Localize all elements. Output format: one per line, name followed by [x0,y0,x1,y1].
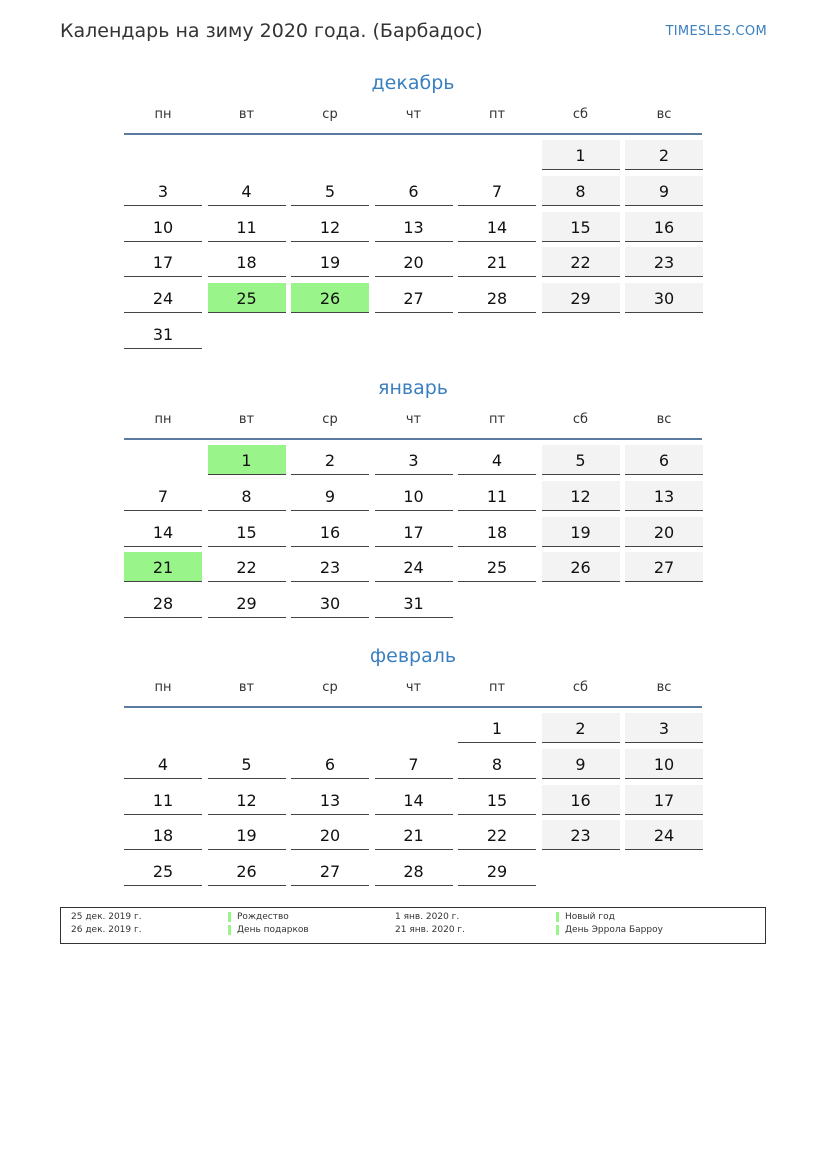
day-cell: 22 [542,247,620,277]
day-cell: 25 [458,552,536,582]
day-cell: 30 [291,588,369,618]
page-title: Календарь на зиму 2020 года. (Барбадос) [60,20,483,42]
weekday-label: вс [656,412,672,427]
weekday-label: вт [238,107,255,122]
day-cell: 4 [458,445,536,475]
day-cell: 7 [458,176,536,206]
holiday-legend [60,907,766,944]
day-cell: 7 [124,481,202,511]
day-cell: 22 [208,552,286,582]
day-cell: 3 [625,713,703,743]
day-cell: 2 [291,445,369,475]
day-cell: 1 [458,713,536,743]
day-cell: 19 [291,247,369,277]
day-cell: 31 [375,588,453,618]
day-cell: 1 [542,140,620,170]
month-title: февраль [369,645,457,667]
day-cell: 20 [375,247,453,277]
day-cell: 13 [625,481,703,511]
weekday-header [124,412,702,438]
month-title: декабрь [371,72,455,94]
month-title: январь [378,377,448,399]
legend-date: 1 янв. 2020 г. [395,912,460,922]
day-cell: 8 [458,749,536,779]
day-cell: 24 [625,820,703,850]
day-cell: 12 [291,212,369,242]
day-cell: 15 [542,212,620,242]
day-cell: 2 [625,140,703,170]
day-cell: 6 [291,749,369,779]
weekday-label: ср [322,680,338,695]
weekday-label: вс [656,680,672,695]
day-cell: 14 [375,785,453,815]
day-cell: 30 [625,283,703,313]
day-cell: 10 [625,749,703,779]
weekday-label: чт [405,680,422,695]
day-cell: 28 [375,856,453,886]
weekday-divider [124,133,702,135]
weekday-label: вт [238,412,255,427]
day-cell: 19 [542,517,620,547]
month-december [124,69,702,344]
weekday-header [124,107,702,133]
legend-holiday-name: Новый год [556,912,615,922]
day-cell: 12 [208,785,286,815]
day-cell: 14 [458,212,536,242]
weekday-label: сб [572,680,589,695]
day-cell: 9 [291,481,369,511]
site-link[interactable]: TIMESLES.COM [665,24,767,39]
day-cell: 26 [208,856,286,886]
day-cell: 27 [625,552,703,582]
legend-row [61,925,765,938]
weekday-label: ср [322,107,338,122]
weekday-label: пт [488,680,506,695]
day-cell: 20 [625,517,703,547]
legend-date: 25 дек. 2019 г. [71,912,142,922]
legend-holiday-name: День подарков [228,925,309,935]
weekday-label: ср [322,412,338,427]
day-cell: 10 [375,481,453,511]
day-cell: 5 [208,749,286,779]
holiday-day-cell: 25 [208,283,286,313]
weekday-label: пт [488,412,506,427]
day-cell: 11 [124,785,202,815]
day-cell: 25 [124,856,202,886]
day-cell: 11 [208,212,286,242]
legend-row [61,912,765,925]
day-cell: 23 [542,820,620,850]
holiday-day-cell: 21 [124,552,202,582]
day-cell: 22 [458,820,536,850]
day-cell: 13 [291,785,369,815]
day-cell: 29 [542,283,620,313]
day-cell: 17 [625,785,703,815]
day-cell: 26 [542,552,620,582]
day-cell: 27 [291,856,369,886]
day-cell: 23 [291,552,369,582]
day-cell: 7 [375,749,453,779]
weekday-label: вт [238,680,255,695]
weekday-label: вс [656,107,672,122]
day-cell: 4 [124,749,202,779]
day-cell: 29 [208,588,286,618]
weekday-label: пн [154,107,172,122]
day-cell: 23 [625,247,703,277]
day-cell: 13 [375,212,453,242]
day-cell: 16 [625,212,703,242]
day-cell: 18 [458,517,536,547]
weekday-label: чт [405,107,422,122]
day-cell: 8 [542,176,620,206]
legend-date: 26 дек. 2019 г. [71,925,142,935]
weekday-label: чт [405,412,422,427]
day-cell: 5 [542,445,620,475]
day-cell: 16 [542,785,620,815]
day-cell: 31 [124,319,202,349]
day-cell: 14 [124,517,202,547]
day-cell: 2 [542,713,620,743]
day-cell: 18 [208,247,286,277]
day-cell: 17 [375,517,453,547]
day-cell: 16 [291,517,369,547]
day-cell: 18 [124,820,202,850]
weekday-divider [124,706,702,708]
day-cell: 27 [375,283,453,313]
day-cell: 6 [625,445,703,475]
day-cell: 5 [291,176,369,206]
day-cell: 9 [542,749,620,779]
legend-holiday-name: День Эррола Барроу [556,925,663,935]
day-cell: 6 [375,176,453,206]
weekday-label: пн [154,680,172,695]
holiday-day-cell: 1 [208,445,286,475]
day-cell: 20 [291,820,369,850]
day-cell: 8 [208,481,286,511]
day-cell: 21 [458,247,536,277]
day-cell: 3 [375,445,453,475]
month-february [124,642,702,882]
day-cell: 11 [458,481,536,511]
day-cell: 9 [625,176,703,206]
day-cell: 29 [458,856,536,886]
day-cell: 15 [458,785,536,815]
day-cell: 15 [208,517,286,547]
day-cell: 28 [124,588,202,618]
weekday-divider [124,438,702,440]
day-cell: 24 [124,283,202,313]
day-cell: 24 [375,552,453,582]
legend-date: 21 янв. 2020 г. [395,925,465,935]
weekday-label: пн [154,412,172,427]
day-cell: 4 [208,176,286,206]
day-cell: 19 [208,820,286,850]
weekday-header [124,680,702,706]
day-cell: 28 [458,283,536,313]
day-cell: 17 [124,247,202,277]
weekday-label: сб [572,107,589,122]
holiday-day-cell: 26 [291,283,369,313]
weekday-label: пт [488,107,506,122]
legend-holiday-name: Рождество [228,912,289,922]
day-cell: 12 [542,481,620,511]
month-january [124,374,702,614]
weekday-label: сб [572,412,589,427]
day-cell: 10 [124,212,202,242]
day-cell: 3 [124,176,202,206]
day-cell: 21 [375,820,453,850]
